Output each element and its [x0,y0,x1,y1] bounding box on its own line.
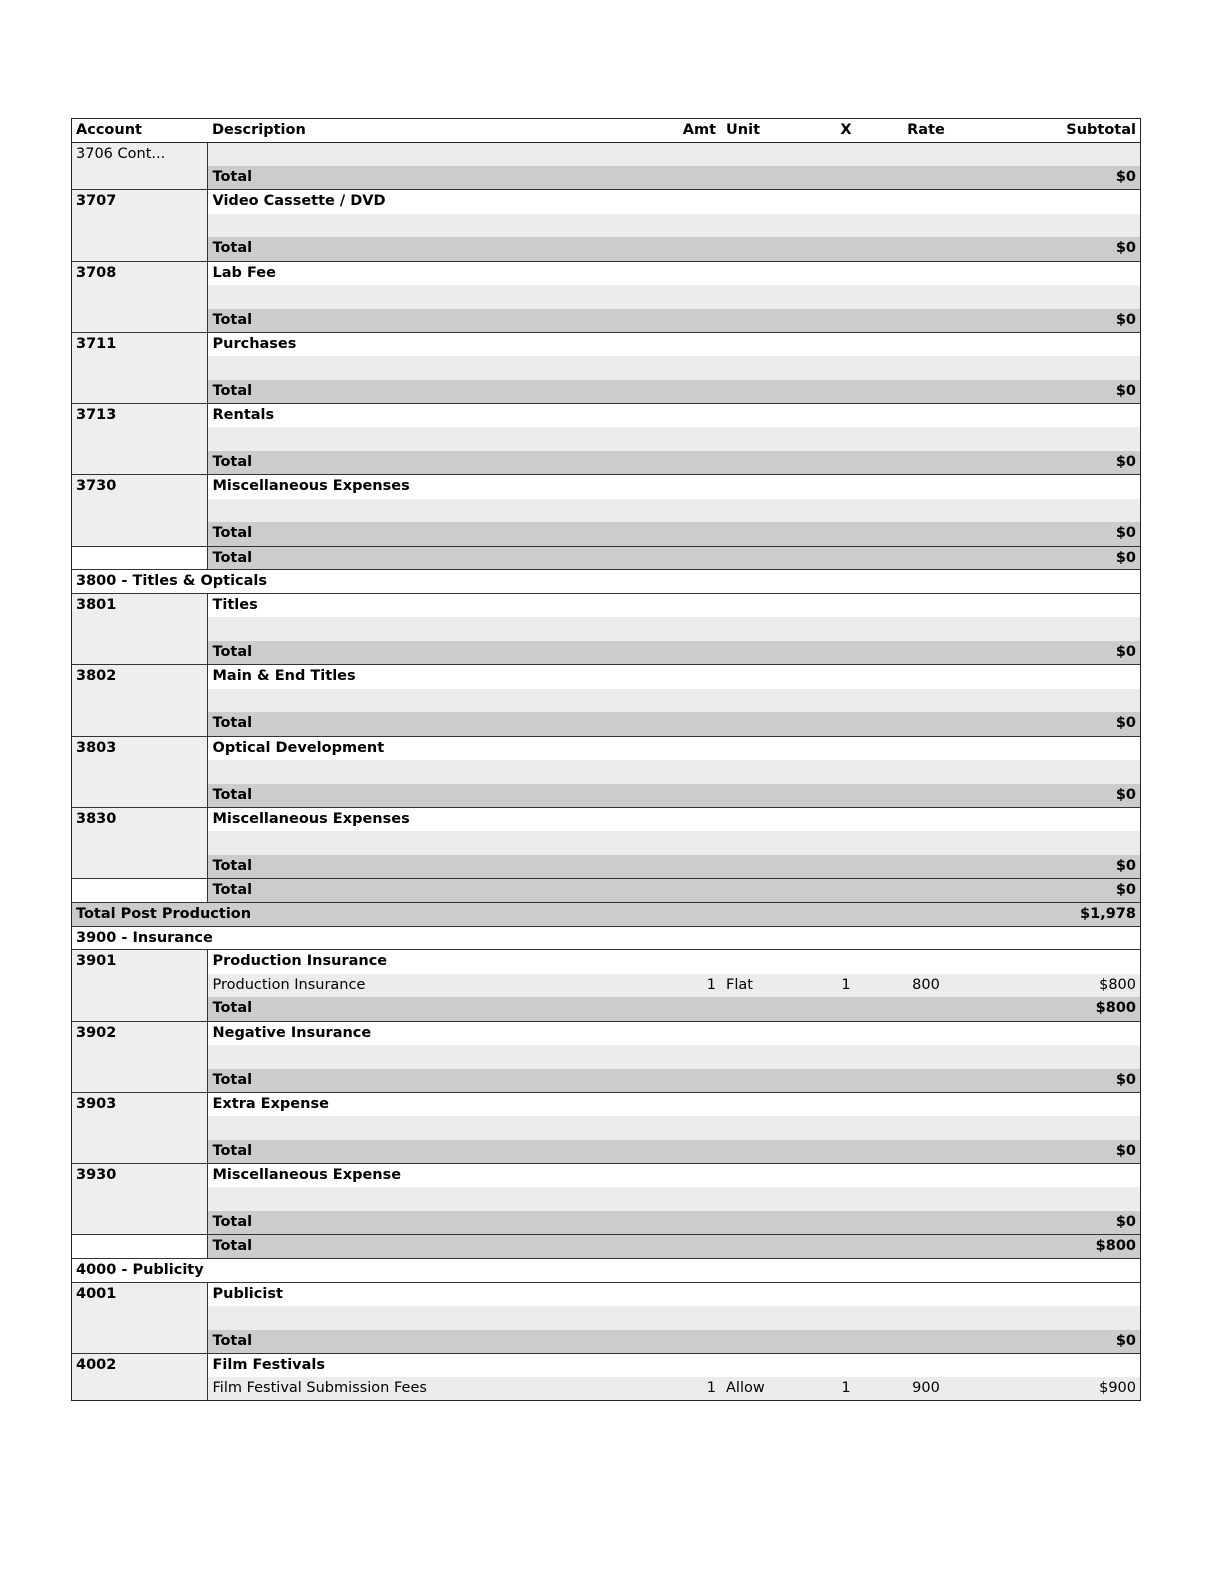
account-description: Publicist [207,1282,1141,1306]
section-total-row [71,1235,1141,1259]
section-total-value: $800 [981,1235,1141,1259]
total-label: Total [207,1330,981,1354]
blank-line-row [71,689,1141,713]
blank-line [207,760,1141,784]
account-total-row [71,451,1141,475]
blank-line-row [71,427,1141,451]
blank-line [207,1116,1141,1140]
total-value: $800 [981,997,1141,1021]
section-total-label: Total [207,546,981,570]
blank-line-row [71,831,1141,855]
account-code: 3711 [71,332,207,403]
account-code: 3930 [71,1164,207,1235]
account-header-row [71,142,1141,166]
total-label: Total [207,1069,981,1093]
total-label: Total [207,166,981,190]
blank-line-row [71,1045,1141,1069]
account-total-row [71,1211,1141,1235]
account-header-row [71,950,1141,974]
account-header-row [71,404,1141,428]
total-value: $0 [981,166,1141,190]
account-header-row [71,1164,1141,1188]
account-header-row [71,190,1141,214]
account-total-row [71,1140,1141,1164]
account-header-row [71,1021,1141,1045]
blank-line-row [71,356,1141,380]
blank-line-row [71,1187,1141,1211]
col-account: Account [71,119,207,143]
account-total-row [71,237,1141,261]
account-header-row [71,807,1141,831]
blank-line-row [71,760,1141,784]
account-header-row [71,475,1141,499]
line-item-subtotal: $900 [981,1377,1141,1401]
account-code: 4002 [71,1354,207,1402]
account-total-row [71,712,1141,736]
total-value: $0 [981,237,1141,261]
total-value: $0 [981,309,1141,333]
line-item-rate: 800 [871,974,981,998]
grand-total-row [71,902,1141,926]
total-label: Total [207,712,981,736]
account-header-row [71,594,1141,618]
blank-line [207,1187,1141,1211]
account-code: 3830 [71,807,207,878]
blank-line [207,285,1141,309]
account-cell [71,1235,207,1259]
account-total-row [71,997,1141,1021]
line-item-x: 1 [821,974,871,998]
total-value: $0 [981,712,1141,736]
budget-table [71,118,1141,1401]
col-subtotal: Subtotal [981,119,1141,143]
total-value: $0 [981,1140,1141,1164]
account-total-row [71,309,1141,333]
blank-line-row [71,1306,1141,1330]
section-total-label: Total [207,1235,981,1259]
total-label: Total [207,641,981,665]
account-code: 3801 [71,594,207,665]
section-heading-row [71,926,1141,950]
line-item-description: Film Festival Submission Fees [207,1377,671,1401]
grand-total-label: Total Post Production [71,902,981,926]
total-label: Total [207,997,981,1021]
account-code: 4001 [71,1282,207,1353]
account-description: Extra Expense [207,1092,1141,1116]
total-label: Total [207,451,981,475]
blank-line [207,356,1141,380]
account-header-row [71,1092,1141,1116]
col-rate: Rate [871,119,981,143]
account-total-row [71,784,1141,808]
account-description: Titles [207,594,1141,618]
account-cell [71,879,207,903]
total-label: Total [207,784,981,808]
account-code: 3902 [71,1021,207,1092]
section-total-label: Total [207,879,981,903]
total-value: $0 [981,380,1141,404]
account-description: Main & End Titles [207,665,1141,689]
section-heading-row [71,570,1141,594]
blank-line [207,1306,1141,1330]
col-x: X [821,119,871,143]
col-amt: Amt [671,119,721,143]
account-header-row [71,261,1141,285]
section-heading: 3900 - Insurance [71,926,1141,950]
total-value: $0 [981,1069,1141,1093]
total-value: $0 [981,855,1141,879]
account-total-row [71,166,1141,190]
account-code: 3901 [71,950,207,1021]
section-heading: 3800 - Titles & Opticals [71,570,1141,594]
section-total-value: $0 [981,546,1141,570]
line-item-amt: 1 [671,974,721,998]
col-unit: Unit [721,119,821,143]
account-header-row [71,1354,1141,1378]
line-item-unit: Flat [721,974,821,998]
total-label: Total [207,237,981,261]
account-description: Purchases [207,332,1141,356]
blank-line-row [71,617,1141,641]
grand-total-value: $1,978 [981,902,1141,926]
section-total-row [71,546,1141,570]
account-header-row [71,665,1141,689]
account-header-row [71,332,1141,356]
total-label: Total [207,522,981,546]
total-label: Total [207,855,981,879]
total-label: Total [207,380,981,404]
account-description: Production Insurance [207,950,1141,974]
section-total-value: $0 [981,879,1141,903]
account-total-row [71,1069,1141,1093]
account-total-row [71,1330,1141,1354]
account-total-row [71,380,1141,404]
account-code: 3802 [71,665,207,736]
blank-line [207,1045,1141,1069]
description-cell [207,142,1141,166]
section-heading: 4000 - Publicity [71,1259,1141,1283]
total-value: $0 [981,784,1141,808]
blank-line [207,427,1141,451]
account-description: Film Festivals [207,1354,1141,1378]
blank-line [207,831,1141,855]
blank-line-row [71,499,1141,523]
account-code: 3903 [71,1092,207,1163]
account-description: Rentals [207,404,1141,428]
blank-line [207,214,1141,238]
total-value: $0 [981,1330,1141,1354]
col-description: Description [207,119,671,143]
account-cell [71,546,207,570]
total-value: $0 [981,522,1141,546]
header-row [71,119,1141,143]
line-item-description: Production Insurance [207,974,671,998]
account-description: Video Cassette / DVD [207,190,1141,214]
blank-line-row [71,285,1141,309]
account-total-row [71,855,1141,879]
line-item-x: 1 [821,1377,871,1401]
account-description: Miscellaneous Expenses [207,807,1141,831]
blank-line [207,499,1141,523]
account-code: 3803 [71,736,207,807]
account-code: 3707 [71,190,207,261]
account-description: Lab Fee [207,261,1141,285]
account-description: Miscellaneous Expenses [207,475,1141,499]
total-label: Total [207,309,981,333]
line-item-unit: Allow [721,1377,821,1401]
account-description: Miscellaneous Expense [207,1164,1141,1188]
total-label: Total [207,1211,981,1235]
blank-line [207,617,1141,641]
account-description: Negative Insurance [207,1021,1141,1045]
section-heading-row [71,1259,1141,1283]
blank-line-row [71,214,1141,238]
line-item-amt: 1 [671,1377,721,1401]
line-item-rate: 900 [871,1377,981,1401]
account-cell: 3706 Cont... [71,142,207,190]
account-code: 3708 [71,261,207,332]
section-total-row [71,879,1141,903]
blank-line [207,689,1141,713]
account-total-row [71,522,1141,546]
account-code: 3713 [71,404,207,475]
line-item-row [71,974,1141,998]
blank-line-row [71,1116,1141,1140]
total-label: Total [207,1140,981,1164]
account-header-row [71,1282,1141,1306]
account-header-row [71,736,1141,760]
total-value: $0 [981,641,1141,665]
total-value: $0 [981,1211,1141,1235]
account-description: Optical Development [207,736,1141,760]
account-code: 3730 [71,475,207,546]
line-item-subtotal: $800 [981,974,1141,998]
line-item-row [71,1377,1141,1401]
total-value: $0 [981,451,1141,475]
account-total-row [71,641,1141,665]
